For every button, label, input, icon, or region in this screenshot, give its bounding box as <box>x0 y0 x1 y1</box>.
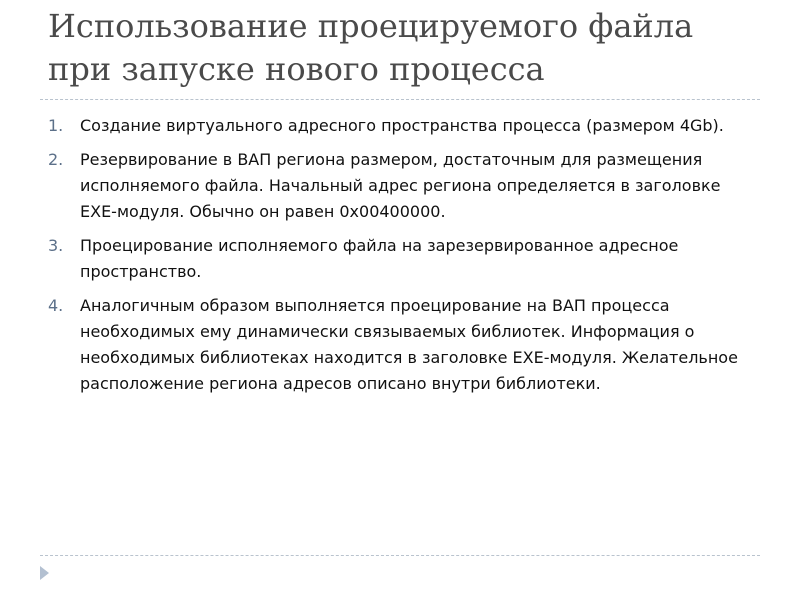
list-item-number: 1. <box>48 116 64 135</box>
list-item <box>48 233 762 285</box>
slide-title-line-1: Использование проецируемого файла <box>48 7 694 45</box>
list-item-number: 4. <box>48 296 64 315</box>
list-item-text: Проецирование исполняемого файла на зарезервированное адресное пространство. <box>80 236 679 281</box>
list-item-text: Резервирование в ВАП региона размером, достаточным для размещения исполняемого файла. Начальный адрес региона определяется в заголовке EXE-модуля. Обычно он равен 0x00400000. <box>80 150 721 221</box>
list-item-text: Создание виртуального адресного пространства процесса (размером 4Gb). <box>80 116 724 135</box>
list-item-number: 2. <box>48 150 64 169</box>
list-item <box>48 293 762 397</box>
list-item-number: 3. <box>48 236 64 255</box>
list-item <box>48 147 762 225</box>
footer-divider <box>40 555 760 556</box>
list-item-text: Аналогичным образом выполняется проецирование на ВАП процесса необходимых ему динамически связываемых библиотек. Информация о необходимых библиотеках находится в заголовке EXE-модуля. Желательное расположение региона адресов описано внутри библиотеки. <box>80 296 738 393</box>
slide-title <box>48 5 768 91</box>
list-item <box>48 113 762 139</box>
triangle-right-icon[interactable] <box>40 566 49 580</box>
slide-title-line-2: при запуске нового процесса <box>48 50 545 88</box>
title-divider <box>40 99 760 100</box>
numbered-list <box>48 113 762 405</box>
